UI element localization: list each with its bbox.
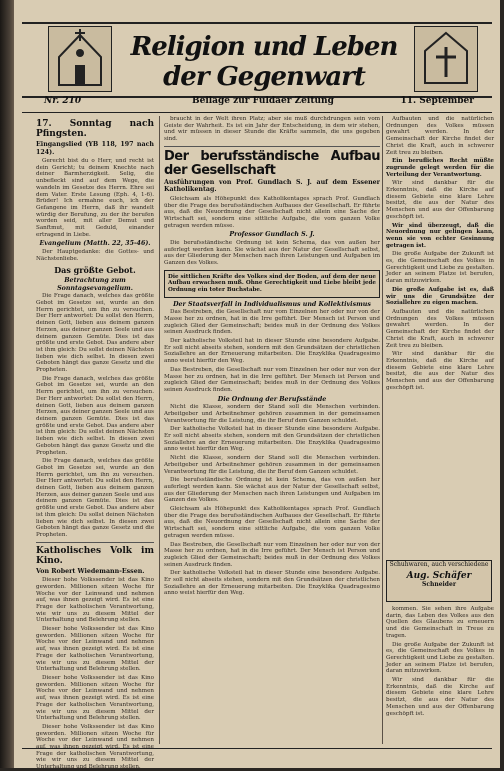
book-binding (0, 0, 14, 768)
issue-number: Nr. 210 (44, 96, 82, 106)
article-text: braucht in der Welt ihren Platz; aber sie muß durchdrungen sein vom Geiste der Wahrheit. Es ist ein Jahr der Entscheidung, in dem wir stehen, und wir müssen in dieser Stunde die Kräfte sammeln, die uns gegeben sind. (164, 116, 380, 143)
article-text: Gerecht bist du o Herr, und recht ist dein Gericht; tu deinem Knechte nach deiner Barmherzigkeit. Selig, die unbefleckt sind auf dem Wege, die wandeln im Gesetze des Herrn. Ehre sei dem Vater. Erste Lesung (Eph. 4, 1-6). Brüder! Ich ermahne euch, ich der Gefangene im Herrn, daß ihr wandelt würdig der Berufung, zu der ihr berufen worden seid, mit aller Demut und Sanftmut, mit Geduld, einander ertragend in Liebe. (36, 158, 154, 238)
column-right-lower (386, 606, 494, 744)
article-text: Wir sind dankbar für die Erkenntnis, daß die Kirche auf diesem Gebiete eine klare Lehre besitzt, die aus der Natur des Menschen und aus der Offenbarung geschöpft ist. (386, 677, 494, 717)
article-subhead: Evangelium (Matth. 22, 35-46). (39, 240, 151, 248)
article-text: Der katholische Volksteil hat in dieser Stunde eine besondere Aufgabe. Er soll nicht abseits stehen, sondern mit den Grundsätzen der christlichen Soziallehre an der Erneuerung mitarbeiten. Die Enzyklika Quadragesimo anno weist hierfür den Weg. (164, 426, 380, 453)
article-text: Dieser hohe Volkssender ist das Kino geworden. Millionen sitzen Woche für Woche vor der Leinwand und nehmen auf, was ihnen gezeigt wird. Es ist eine Frage der katholischen Verantwortung, wie wir uns zu diesem Mittel der Unterhaltung und Belehrung stellen. (36, 675, 154, 722)
article-text: Die Frage danach, welches das größte Gebot im Gesetze sei, wurde an den Herrn gerichtet, um ihn zu versuchen. Der Herr antwortet: Du sollst den Herrn, deinen Gott, lieben aus deinem ganzen Herzen, aus deiner ganzen Seele und aus deinem ganzen Gemüte. Dies ist das größte und erste Gebot. Das andere aber ist ihm gleich: Du sollst deinen Nächsten lieben wie dich selbst. In diesen zwei Geboten hängt das ganze Gesetz und die Propheten. (36, 375, 154, 456)
article-text: Die große Aufgabe der Zukunft ist es, die Gemeinschaft des Volkes in Gerechtigkeit und Liebe zu gestalten. Jeder an seinem Platze ist berufen, daran mitzuwirken. (386, 641, 494, 675)
header-rule (22, 112, 492, 113)
article-heading: Katholisches Volk im Kino. (36, 545, 154, 566)
supplement-label: Beilage zur Fuldaer Zeitung (192, 96, 334, 106)
article-text: Nicht die Klasse, sondern der Stand soll die Menschen verbinden. Arbeitgeber und Arbeitnehmer gehören zusammen in der gemeinsamen Verantwortung für die Leistung, die ihr Beruf dem Ganzen schuldet. (164, 404, 380, 424)
article-text: Dieser hohe Volkssender ist das Kino geworden. Millionen sitzen Woche für Woche vor der Leinwand und nehmen auf, was ihnen gezeigt wird. Es ist eine Frage der katholischen Verantwortung, wie wir uns zu diesem Mittel der Unterhaltung und Belehrung stellen. (36, 626, 154, 673)
article-subhead: Betrachtung zum Sonntagsevangelium. (57, 277, 133, 292)
church-emblem-icon (48, 26, 112, 92)
article-subhead: Der Staatsverfall in Individualismus und Kollektivismus (173, 300, 371, 308)
article-text: Aufbauten und die natürlichen Ordnungen des Volkes müssen gewahrt werden. In der Gemeinschaft der Kirche findet der Christ die Kraft, auch in schwerer Zeit treu zu bleiben. (386, 116, 494, 156)
article-text: Dieser hohe Volkssender ist das Kino geworden. Millionen sitzen Woche für Woche vor der Leinwand und nehmen Frage der katholischen Verantwortung, wie wir uns zu diesem Mittel der Unterhaltung und Belehrung stellen. (36, 723, 154, 771)
article-text: Der katholische Volksteil hat in dieser Stunde eine besondere Aufgabe. Er soll nicht abseits stehen, sondern mit den Grundsätzen der christlichen Soziallehre an der Erneuerung mitarbeiten. Die Enzyklika Quadragesimo anno weist hierfür den Weg. (164, 570, 380, 597)
article-text: Das Bestreben, die Gesellschaft nur vom Einzelnen her oder nur von der Masse her zu ordnen, hat in die Irre geführt. Der Mensch ist Person und zugleich Glied der Gemeinschaft; beides muß in der Ordnung des Volkes seinen Ausdruck finden. (164, 366, 380, 393)
column-right (386, 116, 494, 556)
article-bold-text: Wir sind überzeugt, daß die Neuordnung nur gelingen kann, wenn sie von echter Gesinnung getragen ist. (386, 222, 494, 249)
article-subhead: Professor Gundlach S. J. (229, 231, 315, 239)
article-text: Dieser hohe Volkssender ist das Kino geworden. Millionen sitzen Woche für Woche vor der Leinwand und nehmen auf, was ihnen gezeigt wird. Es ist eine Frage der katholischen Verantwortung, wie wir uns zu diesem Mittel der Unterhaltung und Belehrung stellen. (36, 577, 154, 624)
article-subhead: Die Ordnung der Berufsstände (217, 395, 327, 403)
article-bold-text: Die große Aufgabe ist es, daß wir uns die Grundsätze der Soziallehre zu eigen machen. (386, 286, 494, 307)
masthead-title: Religion und Leben der Gegenwart (130, 32, 398, 92)
article-subhead: Eingangslied (YB 118, 197 nach 124). (36, 141, 154, 156)
issue-line (22, 96, 492, 110)
article-text: Gleichsam als Höhepunkt des Katholikentages sprach Prof. Gundlach über die Frage des berufsständischen Aufbaues der Gesellschaft. Er führte aus, daß die Neuordnung der Gesellschaft nicht allein eine Sache der Wirtschaft sei, sondern eine sittliche Aufgabe, die vom ganzen Volke getragen werden müsse. (164, 506, 380, 539)
ad-text: Schneider (422, 581, 456, 588)
article-text: Die Frage danach, welches das größte Gebot im Gesetze sei, wurde an den Herrn gerichtet, um ihn zu versuchen. Der Herr antwortet: Du sollst den Herrn, deinen Gott, lieben aus deinem ganzen Herzen, aus deiner ganzen Seele und aus deinem ganzen Gemüte. Dies ist das größte und erste Gebot. Das andere aber ist ihm gleich: Du sollst deinen Nächsten lieben wie dich selbst. In diesen zwei Geboten hängt das ganze Gesetz und die Propheten. (36, 293, 154, 374)
advertisement (386, 560, 492, 602)
article-byline: Von Robert Wiedemann-Essen. (36, 567, 145, 575)
article-bold-text: Ein berufliches Recht müßte zugrunde gelegt werden für die Verteilung der Verantwortung. (386, 158, 494, 178)
column-rule (382, 116, 383, 744)
column-middle (164, 116, 380, 744)
article-heading: Das größte Gebot. (54, 265, 136, 276)
masthead (22, 22, 492, 98)
column-divider (36, 542, 154, 543)
article-text: Die große Aufgabe der Zukunft ist es, die Gemeinschaft des Volkes in Gerechtigkeit und Liebe zu gestalten. Jeder an seinem Platze ist berufen, daran mitzuwirken. (386, 251, 494, 285)
ad-company-name: Aug. Schäfer (406, 571, 472, 581)
article-text: Gleichsam als Höhepunkt des Katholikentages sprach Prof. Gundlach über die Frage des berufsständischen Aufbaues der Gesellschaft. Er führte aus, daß die Neuordnung der Gesellschaft nicht allein eine Sache der Wirtschaft sei, sondern eine sittliche Aufgabe, die vom ganzen Volke getragen werden müsse. (164, 195, 380, 229)
article-text: kommen. Sie sehen ihre Aufgabe darin, das Leben des Volkes aus den Quellen des Glaubens zu erneuern und die Gemeinschaft in Treue zu tragen. (386, 606, 494, 639)
article-text: Wir sind dankbar für die Erkenntnis, daß die Kirche auf diesem Gebiete eine klare Lehre besitzt, die aus der Natur des Menschen und aus der Offenbarung geschöpft ist. (386, 180, 494, 220)
highlight-box (164, 270, 380, 298)
article-text: Der Hauptgedanke: die Gottes- und Nächstenliebe. (36, 248, 154, 262)
article-heading: 17. Sonntag nach Pfingsten. (36, 119, 154, 139)
article-text: Nicht die Klasse, sondern der Stand soll die Menschen verbinden. Arbeitgeber und Arbeitnehmer gehören zusammen in der gemeinsamen Verantwortung für die Leistung, die ihr Beruf dem Ganzen schuldet. (164, 455, 380, 475)
article-text: Die berufsständische Ordnung ist kein Schema, das von außen her auferlegt werden kann. Sie wächst aus der Natur der Gesellschaft selbst, aus der Gliederung der Menschen nach ihren Leistungen und Aufgaben im Ganzen des Volkes. (164, 477, 380, 504)
article-headline: Der berufsständische Aufbau der Gesellschaft (164, 148, 380, 178)
article-text: Der katholische Volksteil hat in dieser Stunde eine besondere Aufgabe. Er soll nicht abseits stehen, sondern mit den Grundsätzen der christlichen Soziallehre an der Erneuerung mitarbeiten. Die Enzyklika Quadragesimo anno weist hierfür den Weg. (164, 338, 380, 365)
article-text: Die berufsständische Ordnung ist kein Schema, das von außen her auferlegt werden kann. Sie wächst aus der Natur der Gesellschaft selbst, aus der Gliederung der Menschen nach ihren Leistungen und Aufgaben im Ganzen des Volkes. (164, 239, 380, 266)
footer-rule (22, 748, 492, 749)
newspaper-page (14, 0, 500, 771)
article-text: Die Frage danach, welches das größte Gebot im Gesetze sei, wurde an den Herrn gerichtet, um ihn zu versuchen. Der Herr antwortet: Du sollst den Herrn, deinen Gott, lieben aus deinem ganzen Herzen, aus deiner ganzen Seele und aus deinem ganzen Gemüte. Dies ist das größte und erste Gebot. Das andere aber ist ihm gleich: Du sollst deinen Nächsten lieben wie dich selbst. In diesen zwei Geboten hängt das ganze Gesetz und die Propheten. (36, 458, 154, 538)
ad-text: Schuhwaren, auch verschiedene (389, 561, 489, 568)
column-left (36, 116, 154, 771)
article-text: Wir sind dankbar für die Erkenntnis, daß die Kirche auf diesem Gebiete eine klare Lehre besitzt, die aus der Natur des Menschen und aus der Offenbarung geschöpft ist. (386, 351, 494, 391)
highlight-text: Die sittlichen Kräfte des Volkes sind der Boden, auf dem der neue Aufbau erwachsen muß. Ohne Gerechtigkeit und Liebe bleibt jede Ordnung ein toter Buchstabe. (168, 273, 376, 294)
issue-date: 11. September (400, 96, 474, 106)
article-text: Aufbauten und die natürlichen Ordnungen des Volkes müssen gewahrt werden. In der Gemeinschaft der Kirche findet der Christ die Kraft, auch in schwerer Zeit treu zu bleiben. (386, 308, 494, 349)
column-rule (159, 116, 160, 744)
article-text: Das Bestreben, die Gesellschaft nur vom Einzelnen her oder nur von der Masse her zu ordnen, hat in die Irre geführt. Der Mensch ist Person und zugleich Glied der Gemeinschaft; beides muß in der Ordnung des Volkes seinen Ausdruck finden. (164, 309, 380, 336)
column-divider (164, 146, 380, 147)
cross-emblem-icon (414, 26, 478, 92)
article-subhead: Ausführungen von Prof. Gundlach S. J. auf dem Essener Katholikentag. (164, 178, 380, 194)
article-text: Das Bestreben, die Gesellschaft nur vom Einzelnen her oder nur von der Masse her zu ordnen, hat in die Irre geführt. Der Mensch ist Person und zugleich Glied der Gemeinschaft; beides muß in der Ordnung des Volkes seinen Ausdruck finden. (164, 541, 380, 568)
